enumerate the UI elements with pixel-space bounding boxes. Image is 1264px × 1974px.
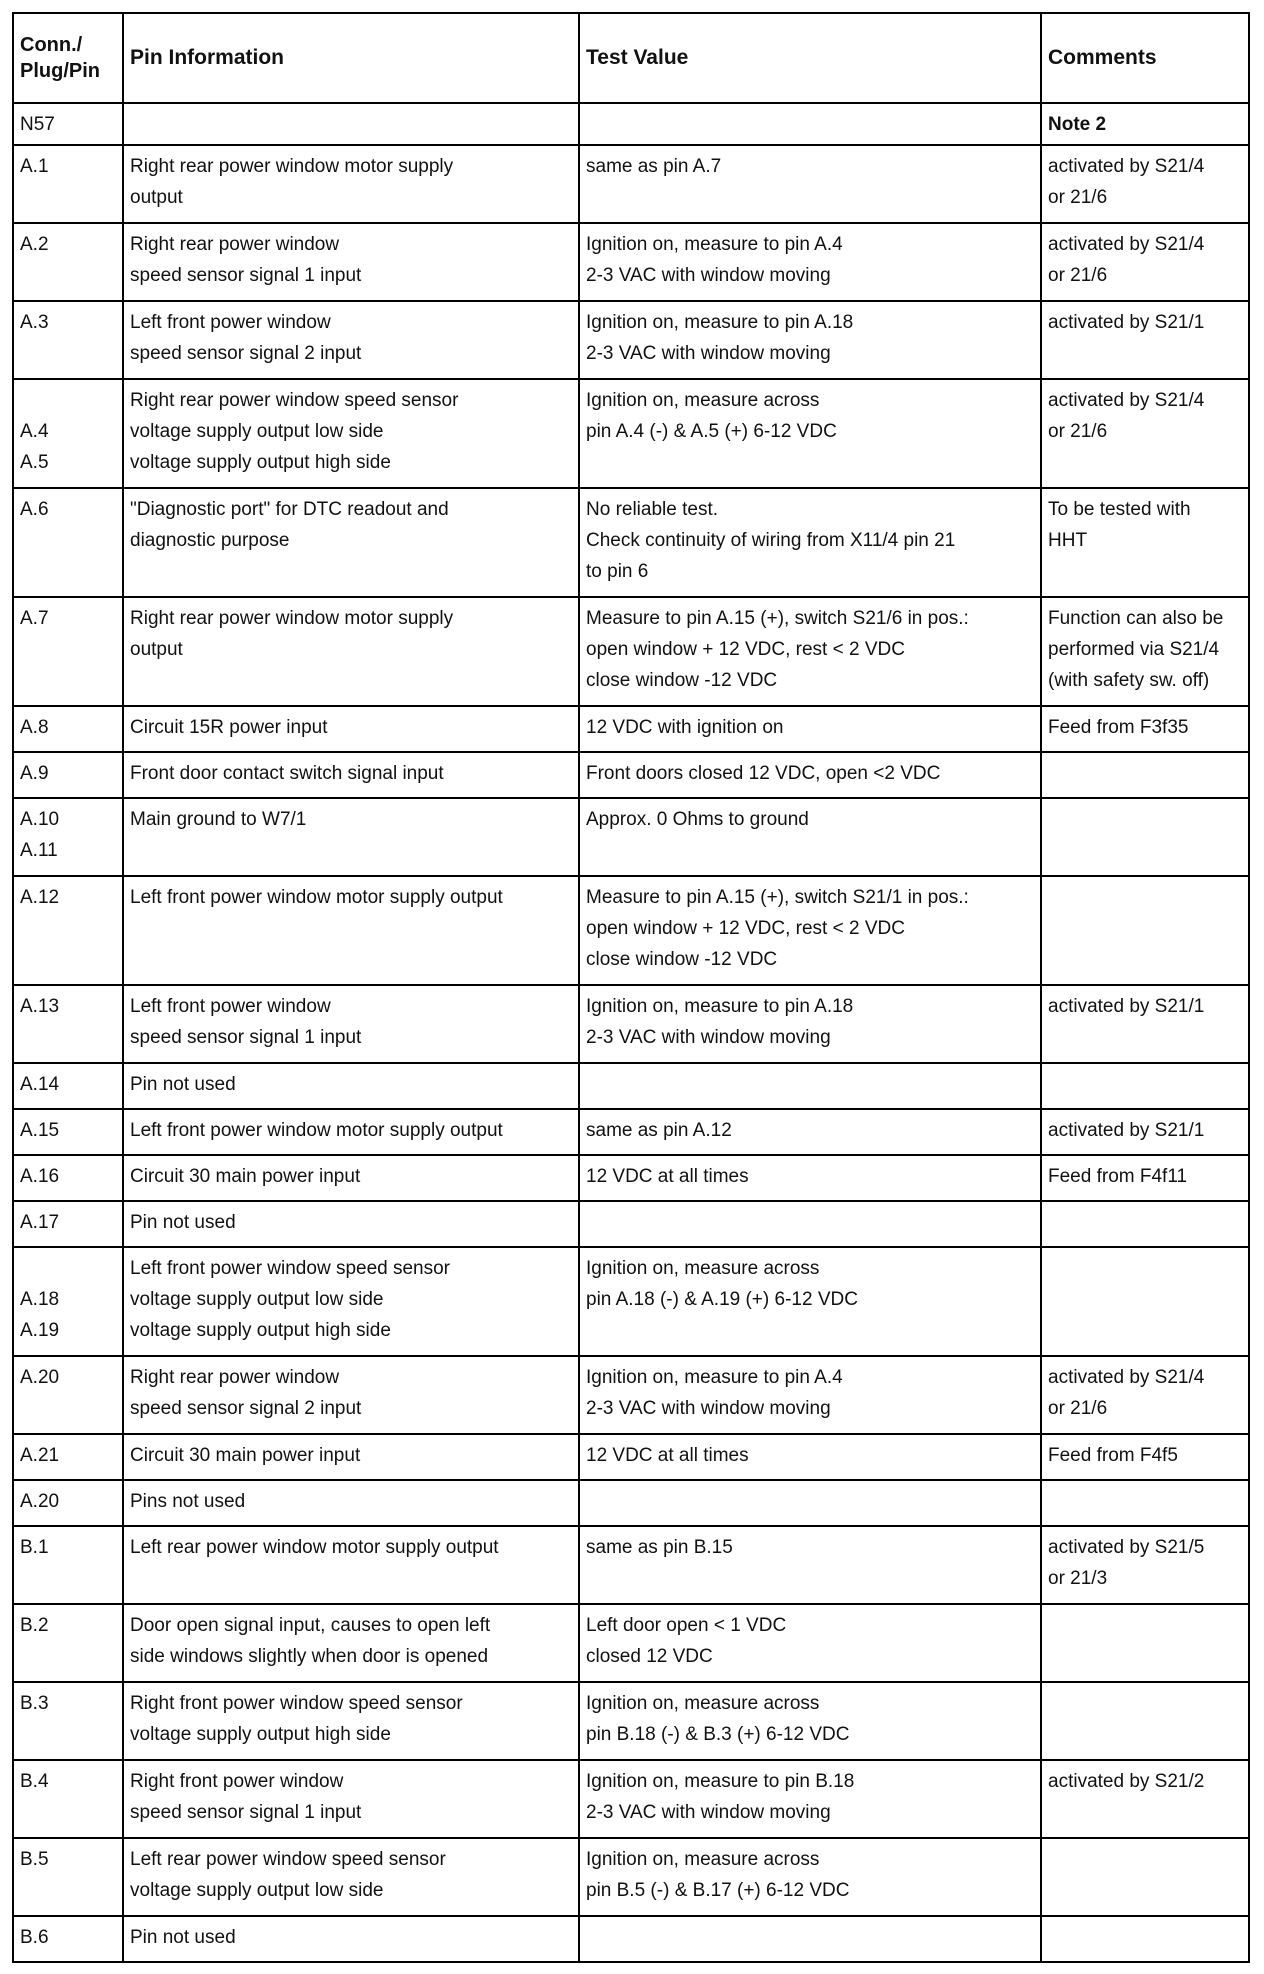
test-value-cell: same as pin A.12 [579,1109,1041,1155]
comment-cell: activated by S21/5 or 21/3 [1041,1526,1249,1604]
test-value-cell: Ignition on, measure across pin B.18 (-) & B.3 (+) 6-12 VDC [579,1682,1041,1760]
pin-cell: B.6 [13,1916,123,1962]
test-value-cell [579,1063,1041,1109]
comment-cell [1041,798,1249,876]
table-header-row [13,13,1249,103]
pin-info-cell: Left front power window speed sensor signal 2 input [123,301,579,379]
pin-info-cell: "Diagnostic port" for DTC readout and diagnostic purpose [123,488,579,597]
pin-cell: A.3 [13,301,123,379]
pin-cell: A.13 [13,985,123,1063]
test-value-cell [579,1480,1041,1526]
test-value-cell: Ignition on, measure to pin A.4 2-3 VAC with window moving [579,223,1041,301]
test-value-cell [579,103,1041,145]
pin-info-cell: Circuit 30 main power input [123,1434,579,1480]
pin-info-cell: Door open signal input, causes to open left side windows slightly when door is opened [123,1604,579,1682]
pin-cell: A.16 [13,1155,123,1201]
table-row [13,706,1249,752]
test-value-cell: Front doors closed 12 VDC, open <2 VDC [579,752,1041,798]
test-value-cell: 12 VDC at all times [579,1434,1041,1480]
pin-cell: A.4 A.5 [13,379,123,488]
pin-cell: A.15 [13,1109,123,1155]
table-row [13,876,1249,985]
comment-cell: activated by S21/1 [1041,301,1249,379]
pin-test-table [12,12,1250,1963]
comment-cell [1041,1916,1249,1962]
table-row [13,1760,1249,1838]
pin-cell: A.10 A.11 [13,798,123,876]
pin-info-cell: Left rear power window speed sensor voltage supply output low side [123,1838,579,1916]
pin-info-cell: Pin not used [123,1916,579,1962]
table-row [13,1604,1249,1682]
test-value-cell: 12 VDC at all times [579,1155,1041,1201]
pin-cell: N57 [13,103,123,145]
pin-cell: B.2 [13,1604,123,1682]
comment-cell: To be tested with HHT [1041,488,1249,597]
test-value-cell: Ignition on, measure across pin A.4 (-) & A.5 (+) 6-12 VDC [579,379,1041,488]
test-value-cell: Ignition on, measure to pin B.18 2-3 VAC with window moving [579,1760,1041,1838]
test-value-cell [579,1201,1041,1247]
test-value-cell: Ignition on, measure to pin A.18 2-3 VAC with window moving [579,985,1041,1063]
table-row [13,798,1249,876]
comment-cell: activated by S21/1 [1041,1109,1249,1155]
comment-cell: activated by S21/4 or 21/6 [1041,1356,1249,1434]
table-row [13,752,1249,798]
test-value-cell: Ignition on, measure across pin A.18 (-) & A.19 (+) 6-12 VDC [579,1247,1041,1356]
pin-info-cell: Right rear power window motor supply output [123,145,579,223]
comment-cell: activated by S21/1 [1041,985,1249,1063]
pin-cell: A.21 [13,1434,123,1480]
table-row [13,1480,1249,1526]
table-row [13,223,1249,301]
pin-cell: A.8 [13,706,123,752]
test-value-cell: Measure to pin A.15 (+), switch S21/1 in pos.: open window + 12 VDC, rest < 2 VDC close window -12 VDC [579,876,1041,985]
pin-info-cell: Left front power window motor supply output [123,1109,579,1155]
pin-cell: B.5 [13,1838,123,1916]
table-row [13,145,1249,223]
comment-cell: Feed from F4f11 [1041,1155,1249,1201]
comment-cell: Function can also be performed via S21/4 (with safety sw. off) [1041,597,1249,706]
test-value-cell: same as pin B.15 [579,1526,1041,1604]
test-value-cell: 12 VDC with ignition on [579,706,1041,752]
header-pin-information: Pin Information [123,13,579,103]
table-row [13,301,1249,379]
table-row [13,103,1249,145]
comment-cell [1041,876,1249,985]
table-row [13,488,1249,597]
test-value-cell: No reliable test. Check continuity of wiring from X11/4 pin 21 to pin 6 [579,488,1041,597]
test-value-cell: Ignition on, measure across pin B.5 (-) & B.17 (+) 6-12 VDC [579,1838,1041,1916]
pin-cell: A.6 [13,488,123,597]
pin-info-cell: Main ground to W7/1 [123,798,579,876]
pin-info-cell: Right front power window speed sensor signal 1 input [123,1760,579,1838]
header-comments: Comments [1041,13,1249,103]
comment-cell: activated by S21/4 or 21/6 [1041,223,1249,301]
pin-info-cell: Pin not used [123,1201,579,1247]
pin-info-cell: Circuit 15R power input [123,706,579,752]
pin-info-cell: Right front power window speed sensor voltage supply output high side [123,1682,579,1760]
comment-cell: Feed from F3f35 [1041,706,1249,752]
pin-info-cell: Pin not used [123,1063,579,1109]
table-row [13,1356,1249,1434]
comment-cell: Feed from F4f5 [1041,1434,1249,1480]
pin-info-cell: Circuit 30 main power input [123,1155,579,1201]
pin-info-cell: Right rear power window motor supply output [123,597,579,706]
table-row [13,1109,1249,1155]
pin-info-cell: Left front power window motor supply output [123,876,579,985]
table-row [13,1063,1249,1109]
pin-cell: A.12 [13,876,123,985]
pin-cell: A.20 [13,1480,123,1526]
table-row [13,379,1249,488]
comment-cell: activated by S21/4 or 21/6 [1041,145,1249,223]
table-row [13,1916,1249,1962]
table-row [13,1838,1249,1916]
table-row [13,1434,1249,1480]
pin-cell: A.17 [13,1201,123,1247]
pin-cell: B.4 [13,1760,123,1838]
test-value-cell: Ignition on, measure to pin A.18 2-3 VAC with window moving [579,301,1041,379]
table-row [13,985,1249,1063]
pin-info-cell: Right rear power window speed sensor signal 1 input [123,223,579,301]
comment-cell [1041,1201,1249,1247]
comment-cell: activated by S21/4 or 21/6 [1041,379,1249,488]
header-conn-plug-pin: Conn./ Plug/Pin [13,13,123,103]
test-value-cell: Ignition on, measure to pin A.4 2-3 VAC with window moving [579,1356,1041,1434]
table-row [13,1682,1249,1760]
pin-cell: A.14 [13,1063,123,1109]
table-row [13,1201,1249,1247]
pin-info-cell: Right rear power window speed sensor signal 2 input [123,1356,579,1434]
comment-cell [1041,1480,1249,1526]
pin-info-cell: Pins not used [123,1480,579,1526]
test-value-cell: same as pin A.7 [579,145,1041,223]
table-row [13,1247,1249,1356]
comment-cell: Note 2 [1041,103,1249,145]
header-test-value: Test Value [579,13,1041,103]
pin-info-cell: Left front power window speed sensor signal 1 input [123,985,579,1063]
pin-cell: A.1 [13,145,123,223]
pin-cell: A.20 [13,1356,123,1434]
pin-cell: A.2 [13,223,123,301]
table-row [13,597,1249,706]
test-value-cell [579,1916,1041,1962]
test-value-cell: Measure to pin A.15 (+), switch S21/6 in pos.: open window + 12 VDC, rest < 2 VDC close window -12 VDC [579,597,1041,706]
comment-cell [1041,1682,1249,1760]
comment-cell [1041,752,1249,798]
pin-cell: A.18 A.19 [13,1247,123,1356]
pin-info-cell: Front door contact switch signal input [123,752,579,798]
comment-cell [1041,1604,1249,1682]
pin-info-cell: Left front power window speed sensor voltage supply output low side voltage supply output high side [123,1247,579,1356]
comment-cell: activated by S21/2 [1041,1760,1249,1838]
comment-cell [1041,1247,1249,1356]
pin-cell: A.7 [13,597,123,706]
pin-info-cell [123,103,579,145]
table-row [13,1526,1249,1604]
pin-cell: A.9 [13,752,123,798]
pin-cell: B.3 [13,1682,123,1760]
table-row [13,1155,1249,1201]
comment-cell [1041,1063,1249,1109]
pin-info-cell: Right rear power window speed sensor voltage supply output low side voltage supply output high side [123,379,579,488]
comment-cell [1041,1838,1249,1916]
pin-cell: B.1 [13,1526,123,1604]
test-value-cell: Left door open < 1 VDC closed 12 VDC [579,1604,1041,1682]
test-value-cell: Approx. 0 Ohms to ground [579,798,1041,876]
pin-info-cell: Left rear power window motor supply output [123,1526,579,1604]
